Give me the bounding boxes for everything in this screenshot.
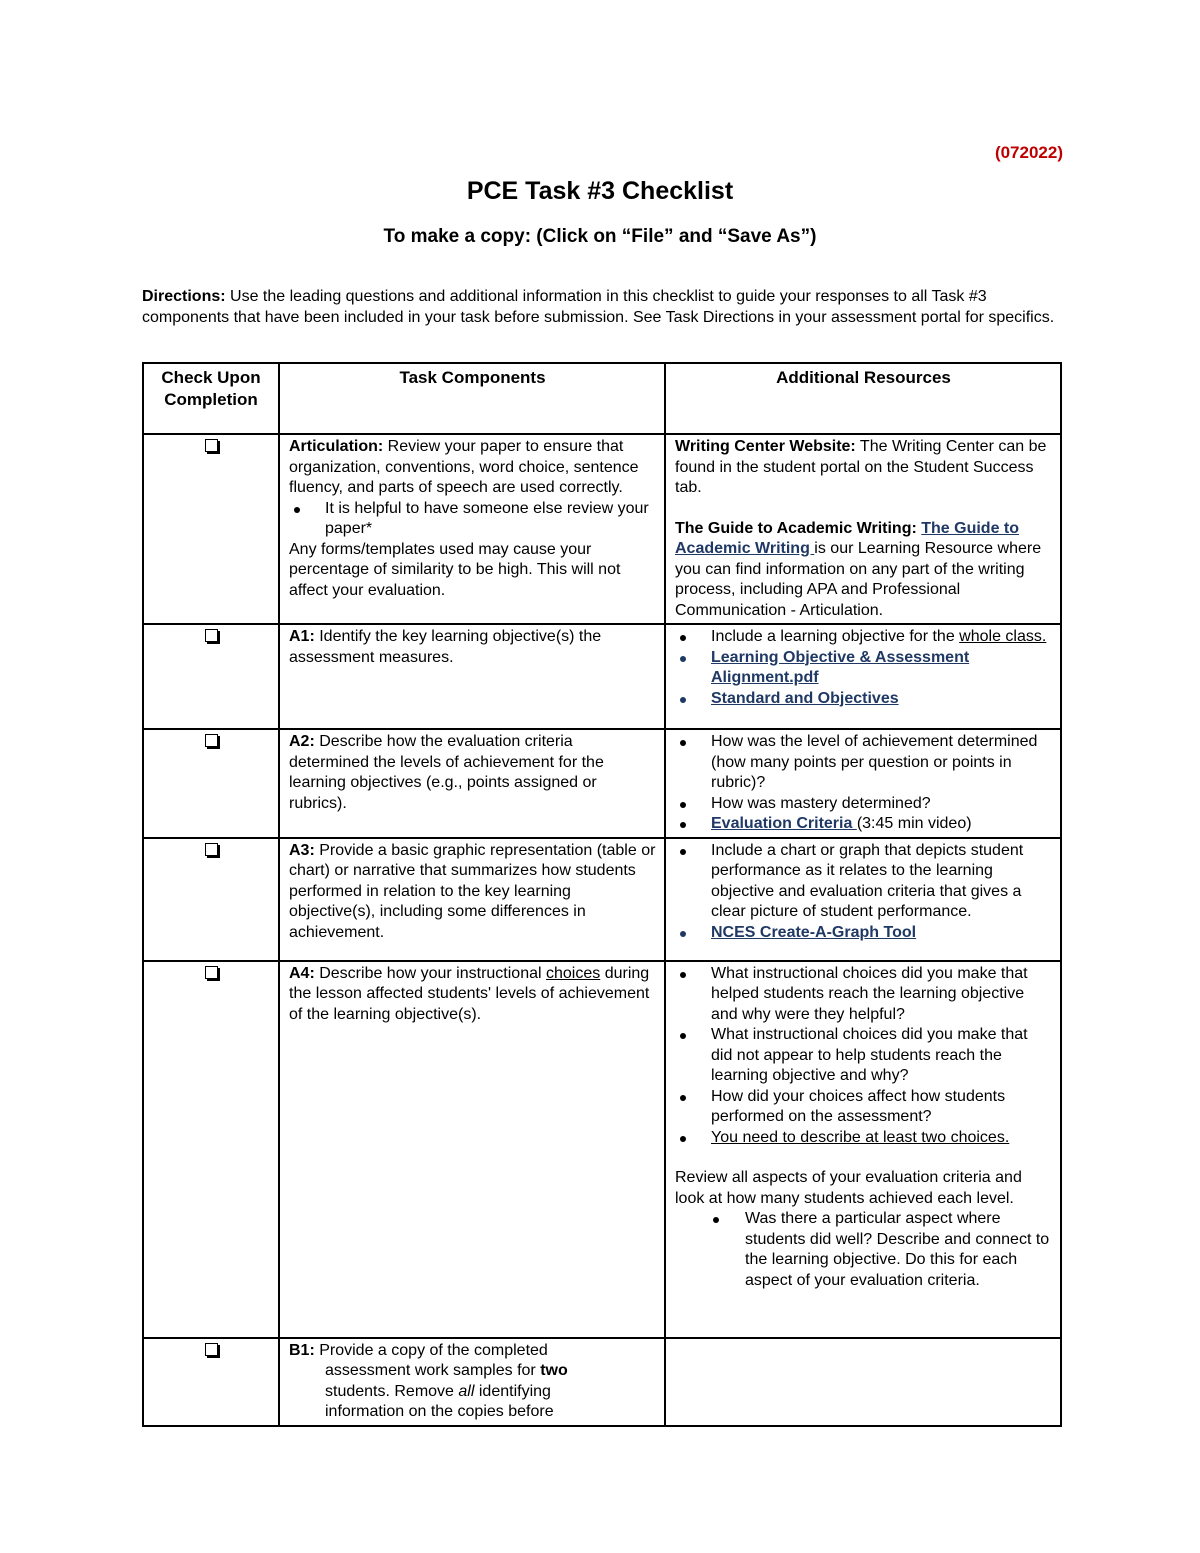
- list-item: How was the level of achievement determined (how many points per question or points in rubric)?: [675, 732, 1052, 794]
- component-text: Describe how your instructional: [314, 964, 546, 982]
- component-text-bold: two: [540, 1362, 568, 1379]
- list-item: How did your choices affect how students performed on the assessment?: [675, 1087, 1052, 1128]
- component-note: Any forms/templates used may cause your percentage of similarity to be high. This will not affect your evaluation.: [289, 540, 621, 599]
- alignment-pdf-link[interactable]: Learning Objective & Assessment Alignment.pdf: [711, 648, 970, 686]
- component-cell: [279, 624, 665, 729]
- component-cell: [279, 1338, 665, 1426]
- list-item: [675, 814, 1052, 835]
- list-item: How was mastery determined?: [675, 794, 1052, 815]
- table-header-row: [143, 363, 1061, 434]
- review-text: Review all aspects of your evaluation criteria and look at how many students achieved each level.: [675, 1169, 1022, 1207]
- header-check: Check Upon Completion: [143, 363, 279, 434]
- list-item: What instructional choices did you make that helped students reach the learning objective and why were they helpful?: [675, 964, 1052, 1026]
- resource-label: The Guide to Academic Writing:: [675, 519, 922, 537]
- directions: [142, 286, 1060, 328]
- component-label: A2:: [289, 733, 315, 750]
- component-text: Identify the key learning objective(s) the assessment measures.: [289, 628, 602, 666]
- checkbox-icon[interactable]: [205, 1343, 218, 1356]
- component-text: during the lesson affected students' levels of achievement of the learning objective(s).: [289, 964, 650, 1023]
- resource-cell: [665, 624, 1061, 729]
- resource-text: The Writing Center can be found in the student portal on the Student Success tab.: [675, 438, 1047, 496]
- component-text-underlined: choices: [546, 964, 601, 982]
- header-resources: Additional Resources: [665, 363, 1061, 434]
- list-item: What instructional choices did you make that did not appear to help students reach the learning objective and why?: [675, 1025, 1052, 1087]
- list-text: Include a learning objective for the: [711, 628, 960, 645]
- list-item: [675, 648, 1052, 689]
- check-cell[interactable]: [143, 729, 279, 838]
- component-text: Provide a copy of the completed: [314, 1341, 548, 1359]
- component-cell: [279, 838, 665, 961]
- checkbox-icon[interactable]: [205, 439, 218, 452]
- component-label: Articulation:: [289, 438, 384, 455]
- resource-cell: [665, 1338, 1061, 1426]
- table-row: [143, 1338, 1061, 1426]
- table-row: [143, 961, 1061, 1338]
- check-cell[interactable]: [143, 624, 279, 729]
- nces-graph-link[interactable]: NCES Create-A-Graph Tool: [711, 923, 917, 941]
- header-components: Task Components: [279, 363, 665, 434]
- resource-cell: [665, 434, 1061, 624]
- component-text: Review your paper to ensure that organization, conventions, word choice, sentence fluency, and parts of speech are used correctly.: [289, 438, 639, 496]
- component-text: identifying: [474, 1382, 551, 1400]
- checkbox-icon[interactable]: [205, 843, 218, 856]
- checkbox-icon[interactable]: [205, 629, 218, 642]
- list-item: [675, 1128, 1052, 1149]
- list-item: Include a chart or graph that depicts student performance as it relates to the learning objective and evaluation criteria that gives a clear picture of student performance.: [675, 841, 1052, 923]
- component-cell: [279, 729, 665, 838]
- component-cell: [279, 434, 665, 624]
- list-item: Was there a particular aspect where students did well? Describe and connect to the learning objective. Do this for each aspect of your evaluation criteria.: [675, 1209, 1052, 1291]
- component-text-italic: all: [458, 1382, 475, 1400]
- directions-text: Use the leading questions and additional information in this checklist to guide your responses to all Task #3 components that have been included in your task before submission. See Task Directions in your assessment portal for specifics.: [142, 288, 1055, 326]
- checkbox-icon[interactable]: [205, 966, 218, 979]
- component-label: A1:: [289, 628, 315, 645]
- resource-cell: [665, 838, 1061, 961]
- guide-link[interactable]: The Guide to Academic Writing: [675, 519, 1020, 557]
- check-cell[interactable]: [143, 1338, 279, 1426]
- resource-cell: [665, 729, 1061, 838]
- check-cell[interactable]: [143, 961, 279, 1338]
- evaluation-criteria-link[interactable]: Evaluation Criteria: [711, 815, 857, 832]
- list-text-underlined: You need to describe at least two choices.: [711, 1128, 1010, 1146]
- standards-link[interactable]: Standard and Objectives: [711, 689, 899, 707]
- check-cell[interactable]: [143, 434, 279, 624]
- check-cell[interactable]: [143, 838, 279, 961]
- component-text: assessment work samples for: [325, 1362, 541, 1379]
- checkbox-icon[interactable]: [205, 734, 218, 747]
- directions-label: Directions:: [142, 288, 226, 305]
- component-text: information on the copies before: [325, 1403, 554, 1420]
- list-item: It is helpful to have someone else review your paper*: [289, 499, 656, 540]
- resource-cell: [665, 961, 1061, 1338]
- component-label: A4:: [289, 964, 315, 982]
- list-item: [675, 627, 1052, 648]
- component-label: B1:: [289, 1341, 315, 1359]
- list-item: [675, 689, 1052, 710]
- resource-label: Writing Center Website:: [675, 438, 856, 455]
- list-text: (3:45 min video): [856, 815, 972, 832]
- component-text: Describe how the evaluation criteria determined the levels of achievement for the learning objectives (e.g., points assigned or rubrics).: [289, 733, 604, 812]
- table-row: [143, 434, 1061, 624]
- table-row: [143, 838, 1061, 961]
- list-item: [675, 923, 1052, 944]
- checklist-table: [142, 362, 1062, 1427]
- resource-text: is our Learning Resource where you can find information on any part of the writing process, including APA and Professional Communication - Articulation.: [675, 540, 1042, 619]
- component-text: Provide a basic graphic representation (table or chart) or narrative that summarizes how students performed in relation to the key learning objective(s), including some differences in achievement.: [289, 841, 656, 941]
- table-row: [143, 729, 1061, 838]
- list-text-underlined: whole class.: [959, 628, 1047, 645]
- component-label: A3:: [289, 841, 315, 859]
- version-code: (072022): [994, 143, 1063, 162]
- page-subtitle: To make a copy: (Click on “File” and “Save As”): [383, 226, 817, 247]
- component-text: students. Remove: [325, 1382, 459, 1400]
- table-row: [143, 624, 1061, 729]
- component-cell: [279, 961, 665, 1338]
- page-title: PCE Task #3 Checklist: [466, 177, 734, 205]
